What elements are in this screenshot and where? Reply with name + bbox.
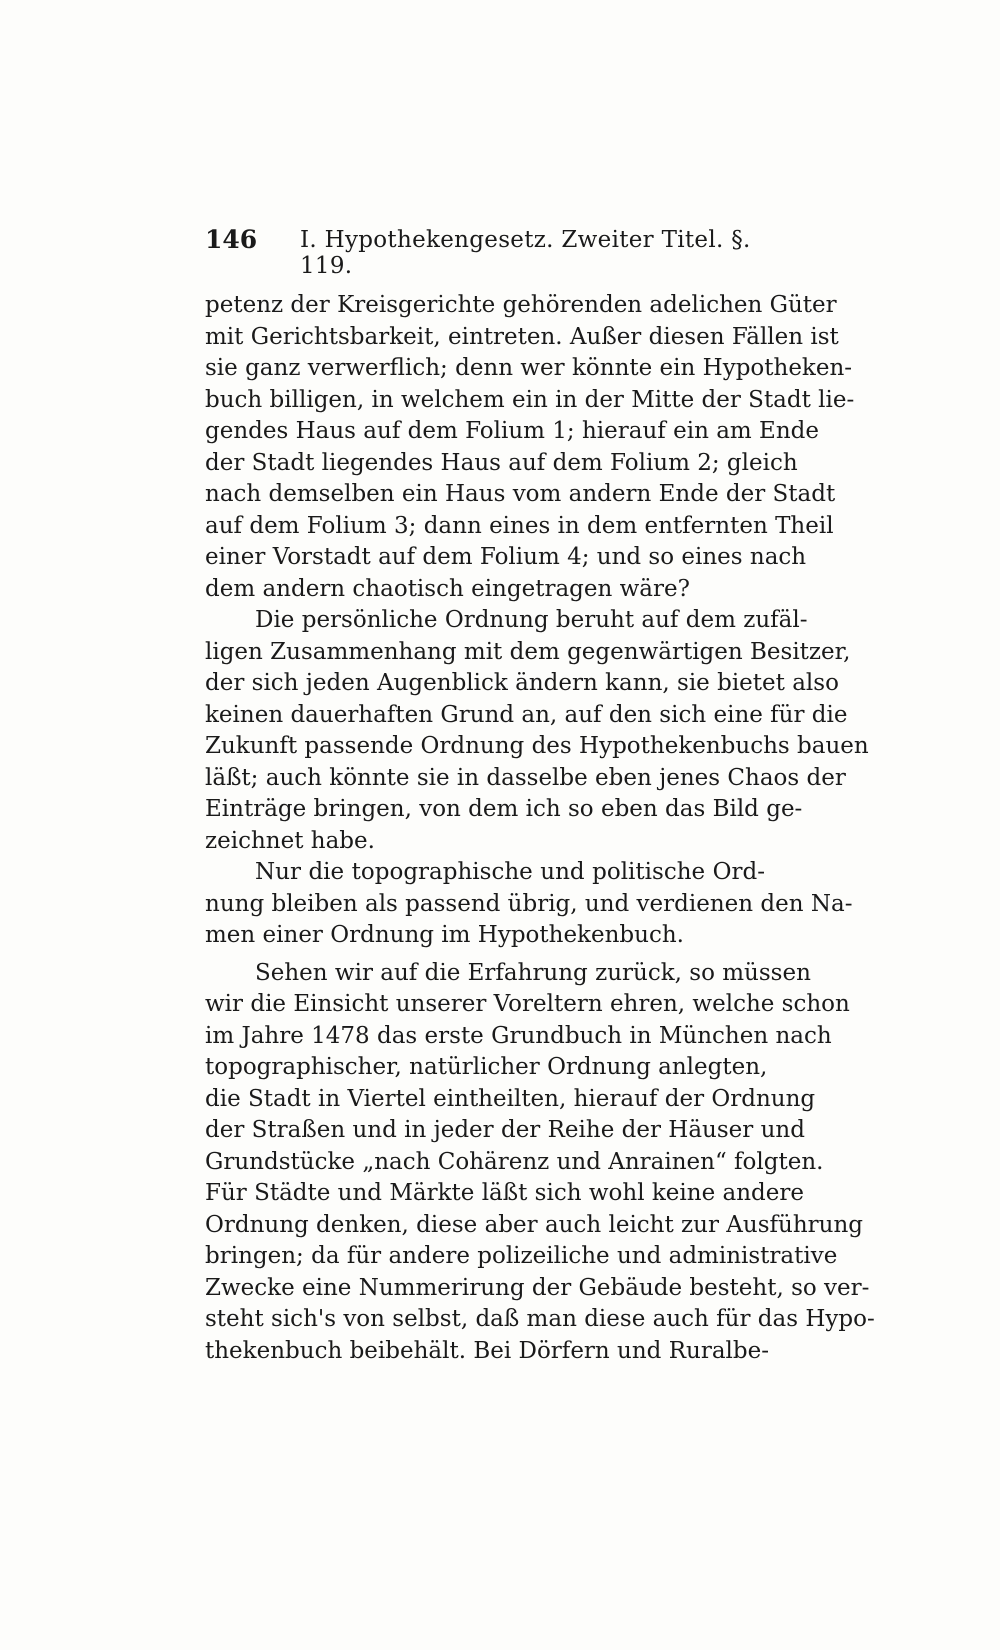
text-line: Zukunft passende Ordnung des Hypothekenbuchs bauen <box>205 733 869 759</box>
text-line: topographischer, natürlicher Ordnung anlegten, <box>205 1054 768 1080</box>
body-text <box>205 290 875 1367</box>
text-line: thekenbuch beibehält. Bei Dörfern und Ruralbe- <box>205 1337 770 1364</box>
text-line: Die persönliche Ordnung beruht auf dem zufäl- <box>255 607 808 633</box>
text-line: Zwecke eine Nummerirung der Gebäude besteht, so ver- <box>205 1274 870 1301</box>
paragraph <box>205 605 869 857</box>
text-line: mit Gerichtsbarkeit, eintreten. Außer diesen Fällen ist <box>205 323 839 350</box>
text-line: gendes Haus auf dem Folium 1; hierauf ein am Ende <box>205 418 819 444</box>
text-line: Grundstücke „nach Cohärenz und Anrainen“ folgten. <box>205 1148 824 1175</box>
text-line: zeichnet habe. <box>205 827 375 854</box>
text-line: Sehen wir auf die Erfahrung zurück, so müssen <box>255 959 811 986</box>
text-line: men einer Ordnung im Hypothekenbuch. <box>205 922 684 948</box>
text-line: Einträge bringen, von dem ich so eben das Bild ge- <box>205 796 803 822</box>
text-line: bringen; da für andere polizeiliche und administrative <box>205 1243 838 1269</box>
text-line: sie ganz verwerflich; denn wer könnte ein Hypotheken- <box>205 355 853 381</box>
text-line: Nur die topographische und politische Ord- <box>255 859 765 885</box>
paragraph <box>205 857 853 952</box>
text-line: der sich jeden Augenblick ändern kann, sie bietet also <box>205 670 839 696</box>
running-title: I. Hypothekengesetz. Zweiter Titel. §. 119. <box>300 227 751 279</box>
text-line: keinen dauerhaften Grund an, auf den sich eine für die <box>205 701 848 728</box>
text-line: die Stadt in Viertel eintheilten, hierauf der Ordnung <box>205 1085 816 1112</box>
text-line: einer Vorstadt auf dem Folium 4; und so eines nach <box>205 544 807 570</box>
text-line: steht sich's von selbst, daß man diese auch für das Hypo- <box>205 1306 875 1332</box>
text-line: nach demselben ein Haus vom andern Ende der Stadt <box>205 481 836 507</box>
text-line: Ordnung denken, diese aber auch leicht zur Ausführung <box>205 1211 863 1238</box>
text-line: der Stadt liegendes Haus auf dem Folium 2; gleich <box>205 449 798 476</box>
text-line: wir die Einsicht unserer Voreltern ehren, welche schon <box>205 991 850 1017</box>
running-header <box>205 225 765 279</box>
text-line: ligen Zusammenhang mit dem gegenwärtigen Besitzer, <box>205 638 851 665</box>
text-line: nung bleiben als passend übrig, und verdienen den Na- <box>205 890 853 917</box>
text-line: buch billigen, in welchem ein in der Mitte der Stadt lie- <box>205 386 855 413</box>
text-line: der Straßen und in jeder der Reihe der Häuser und <box>205 1117 805 1143</box>
paragraph <box>205 290 855 605</box>
paragraph <box>205 958 875 1368</box>
text-line: dem andern chaotisch eingetragen wäre? <box>205 575 690 602</box>
text-line: auf dem Folium 3; dann eines in dem entfernten Theil <box>205 512 834 539</box>
text-line: im Jahre 1478 das erste Grundbuch in München nach <box>205 1022 832 1049</box>
page-number: 146 <box>205 225 258 254</box>
text-line: läßt; auch könnte sie in dasselbe eben jenes Chaos der <box>205 764 846 791</box>
text-line: Für Städte und Märkte läßt sich wohl keine andere <box>205 1180 804 1206</box>
text-line: petenz der Kreisgerichte gehörenden adelichen Güter <box>205 292 837 318</box>
